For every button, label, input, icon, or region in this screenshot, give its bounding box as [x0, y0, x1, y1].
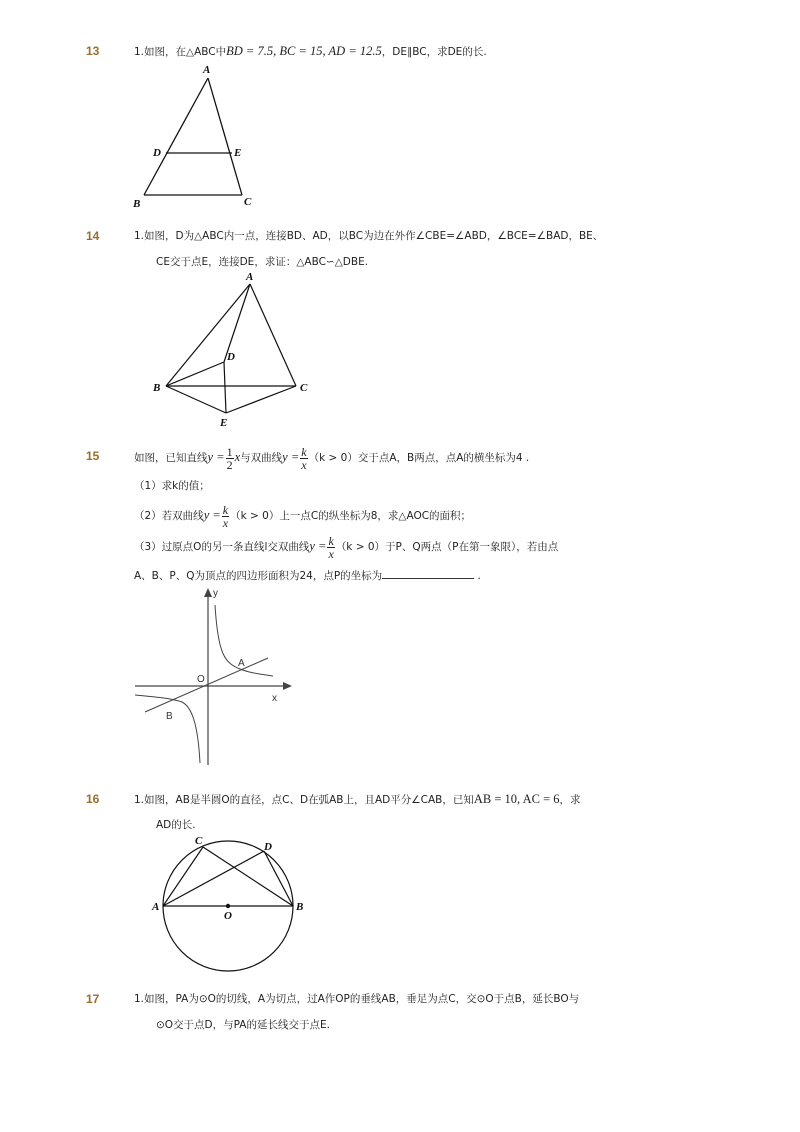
- q14-line2: CE交于点E，连接DE，求证：△ABC∽△DBE.: [156, 256, 369, 268]
- q15-l4-a: （3）过原点O的另一条直线l交双曲线: [134, 541, 310, 553]
- q15-frac-kx-2: $\frac{k}{x}$: [222, 502, 229, 530]
- question-number-13: 13: [86, 44, 100, 58]
- q13-figure: [128, 62, 258, 212]
- q13-triangle: △ABC: [186, 46, 216, 58]
- q14-label-e: E: [220, 417, 228, 429]
- q15-l4-y: y =: [309, 539, 327, 553]
- q15-label-x: x: [272, 693, 277, 704]
- q14-label-a: A: [246, 271, 254, 283]
- q15-answer-blank[interactable]: [382, 568, 474, 579]
- q13-prefix: 1.如图，在: [134, 46, 187, 58]
- question-number-17: 17: [86, 992, 100, 1006]
- q15-frac-half: $\frac{1}{2}$: [226, 444, 233, 472]
- q13-side-ab: [144, 78, 208, 195]
- q13-mid: 中: [215, 46, 227, 58]
- q15-graph: [130, 585, 300, 770]
- q16-label-d: D: [264, 841, 272, 853]
- q13-label-e: E: [234, 147, 242, 159]
- q13-side-ac: [208, 78, 242, 195]
- q13-label-c: C: [244, 196, 252, 208]
- q16-line1: [134, 792, 581, 807]
- q16-figure: [150, 832, 310, 977]
- q14-label-b: B: [153, 382, 161, 394]
- q15-l3-y: y =: [203, 508, 221, 522]
- q13-after: ，DE∥BC，求DE的长.: [381, 46, 487, 58]
- q15-line2: （1）求k的值；: [134, 480, 210, 492]
- q15-label-o: O: [197, 674, 205, 685]
- q16-line2: AD的长.: [156, 819, 196, 831]
- q13-label-d: D: [153, 147, 161, 159]
- q15-frac-kx-3: $\frac{k}{x}$: [328, 533, 334, 561]
- q17-line2: ⊙O交于点D，与PA的延长线交于点E.: [156, 1019, 330, 1031]
- q14-line1: 1.如图，D为△ABC内一点，连接BD、AD，以BC为边在外作∠CBE=∠ABD，∠BCE=∠BAD，BE、: [134, 230, 604, 242]
- q15-l5-b: .: [477, 570, 481, 582]
- q16-l1-b: ，求: [559, 794, 581, 806]
- q15-l3-b: （k > 0）上一点C的纵坐标为8，求△AOC的面积；: [230, 510, 472, 522]
- q16-label-b: B: [296, 901, 304, 913]
- q15-l5-a: A、B、P、Q为顶点的四边形面积为24，点P的坐标为: [134, 570, 383, 582]
- q15-l1-c: （k > 0）交于点A，B两点，点A的横坐标为4 .: [308, 452, 530, 464]
- q14-figure: [150, 270, 325, 430]
- q15-label-y: y: [213, 588, 218, 599]
- q16-l1-eq: AB = 10, AC = 6: [473, 792, 560, 806]
- q16-l1-a: 1.如图，AB是半圆O的直径，点C、D在弧AB上，且AD平分∠CAB，已知: [134, 794, 474, 806]
- question-number-16: 16: [86, 792, 100, 806]
- q13-equation: BD = 7.5, BC = 15, AD = 12.5: [226, 44, 382, 58]
- q15-frac-kx-1: $\frac{k}{x}$: [301, 444, 307, 472]
- q15-line-graph: [145, 658, 268, 712]
- q13-label-a: A: [203, 64, 211, 76]
- q13-label-b: B: [133, 198, 141, 210]
- q14-label-c: C: [300, 382, 308, 394]
- q16-label-o: O: [224, 910, 232, 922]
- question-number-15: 15: [86, 449, 100, 463]
- q15-line1: [134, 442, 529, 473]
- q15-line3: [134, 500, 471, 531]
- q15-l1-y1: y =: [207, 450, 225, 464]
- question-number-14: 14: [86, 229, 100, 243]
- q15-label-a: A: [238, 658, 245, 669]
- q15-l4-b: （k > 0）于P、Q两点（P在第一象限），若由点: [335, 541, 559, 553]
- q15-l1-b: 与双曲线: [240, 452, 283, 464]
- q15-l3-a: （2）若双曲线: [134, 510, 204, 522]
- q15-line4: [134, 531, 558, 562]
- q13-text: [134, 44, 487, 59]
- q15-line5: [134, 568, 481, 583]
- q16-label-a: A: [152, 901, 160, 913]
- q15-label-b: B: [166, 711, 173, 722]
- q15-l1-a: 如图，已知直线: [134, 452, 208, 464]
- q16-label-c: C: [195, 835, 203, 847]
- q15-hyperbola-branch-2: [135, 695, 200, 763]
- q14-label-d: D: [227, 351, 235, 363]
- q15-l1-x: x: [234, 450, 241, 464]
- q15-l1-y2: y =: [282, 450, 300, 464]
- q17-line1: 1.如图，PA为⊙O的切线，A为切点，过A作OP的垂线AB，垂足为点C，交⊙O于点B，延长BO与: [134, 993, 580, 1005]
